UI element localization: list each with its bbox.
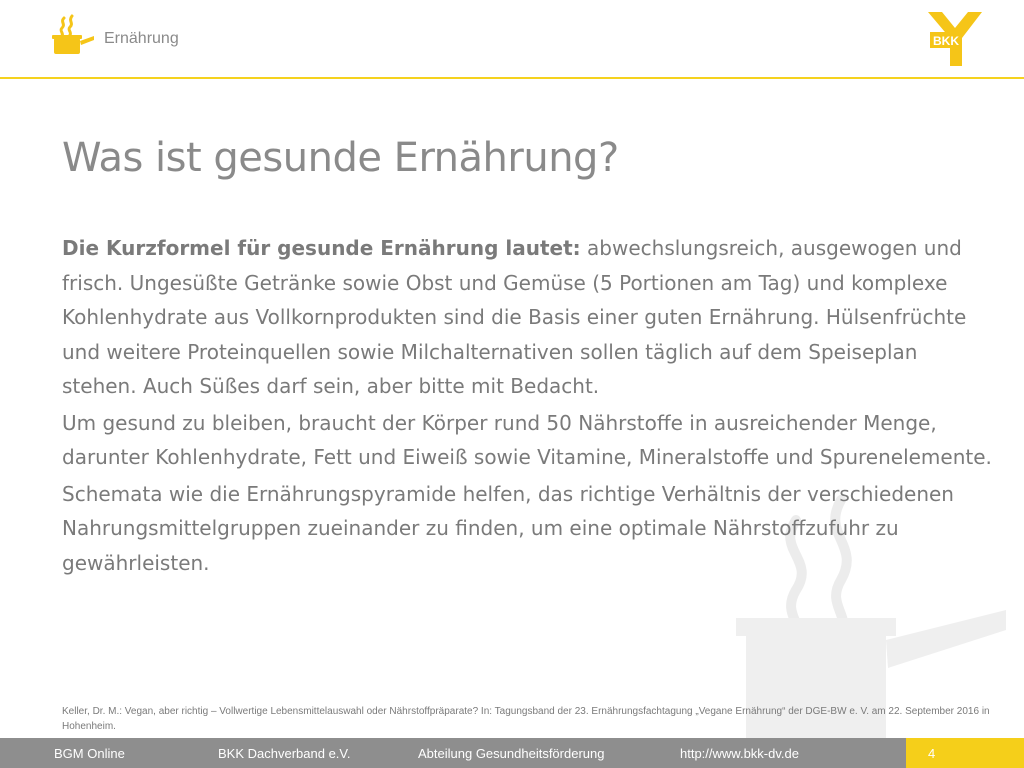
footer-item-dachverband: BKK Dachverband e.V. <box>218 746 351 761</box>
paragraph-1 <box>62 231 992 404</box>
header-divider <box>0 77 1024 79</box>
slide-header <box>0 0 1024 78</box>
slide-title: Was ist gesunde Ernährung? <box>62 134 619 181</box>
section-title: Ernährung <box>104 30 179 47</box>
slide-footer <box>0 738 1024 768</box>
slide-body <box>62 231 992 582</box>
paragraph-1-lead: Die Kurzformel für gesunde Ernährung lautet: <box>62 236 581 260</box>
footer-item-bgm: BGM Online <box>54 746 125 761</box>
cooking-pot-icon <box>50 14 96 56</box>
bkk-logo-text: BKK <box>933 34 959 48</box>
footer-link-website[interactable]: http://www.bkk-dv.de <box>680 746 799 761</box>
reference-note: Keller, Dr. M.: Vegan, aber richtig – Vollwertige Lebensmittelauswahl oder Nährstoffpräparate? In: Tagungsband der 23. Ernährungsfachtagung „Vegane Ernährung“ der DGE-BW e. V. am 22. September 2016 in Hohenheim. <box>62 706 990 732</box>
footer-item-abteilung: Abteilung Gesundheitsförderung <box>418 746 605 761</box>
bkk-logo-icon <box>926 8 984 68</box>
paragraph-3: Schemata wie die Ernährungspyramide helfen, das richtige Verhältnis der verschiedenen Nahrungsmittelgruppen zueinander zu finden, um eine optimale Nährstoffzufuhr zu gewährleisten. <box>62 481 954 575</box>
page-number-box <box>906 738 1024 768</box>
paragraph-1-rest: abwechslungsreich, ausgewogen und frisch. Ungesüßte Getränke sowie Obst und Gemüse (5 Portionen am Tag) und komplexe Kohlenhydrate aus Vollkornprodukten sind die Basis einer guten Ernährung. Hülsenfrüchte und weitere Proteinquellen sowie Milchalternativen sollen täglich auf dem Speiseplan stehen. Auch Süßes darf sein, aber bitte mit Bedacht. <box>62 236 967 398</box>
page-number: 4 <box>928 746 936 761</box>
paragraph-2: Um gesund zu bleiben, braucht der Körper rund 50 Nährstoffe in ausreichender Menge, darunter Kohlenhydrate, Fett und Eiweiß sowie Vitamine, Mineralstoffe und Spurenelemente. <box>62 410 992 469</box>
